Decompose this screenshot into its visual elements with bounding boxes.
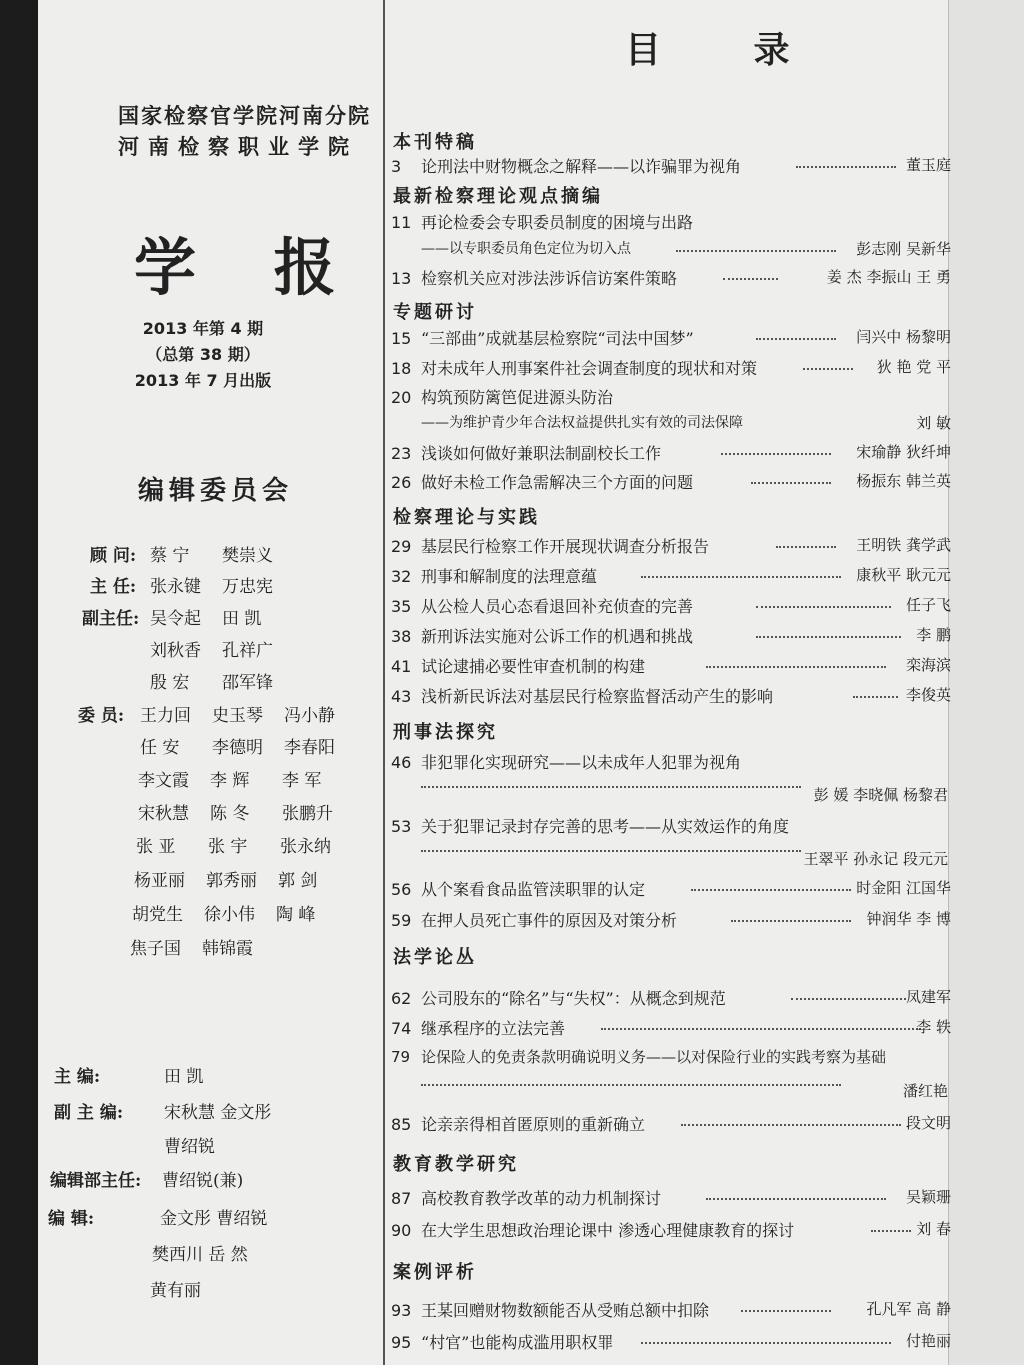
section-heading: 检察理论与实践 [393, 507, 540, 528]
section-heading: 法学论丛 [393, 947, 477, 968]
entry-page: 23 [391, 444, 412, 463]
entry-page: 15 [391, 329, 412, 348]
toc-entry[interactable] [391, 534, 951, 558]
member-name: 王力回 [140, 706, 191, 726]
subtitle-text: ——为维护青少年合法权益提供扎实有效的司法保障 [421, 415, 743, 431]
entry-page: 79 [391, 1048, 411, 1066]
member-name: 冯小静 [284, 706, 335, 726]
member-name: 胡党生 [132, 905, 183, 925]
entry-authors: 付艳丽 [905, 1332, 951, 1350]
leader-dots [721, 447, 831, 455]
editor-names: 黄有丽 [150, 1281, 201, 1301]
entry-title: 对未成年人刑事案件社会调查制度的现状和对策 [421, 359, 758, 378]
entry-title: 再论检委会专职委员制度的困境与出路 [421, 213, 694, 232]
entry-authors: 王翠平 孙永记 段元元 [803, 850, 948, 868]
entry-page: 29 [391, 537, 412, 556]
member-label: 主 任: [90, 577, 137, 597]
entry-title: 浅谈如何做好兼职法制副校长工作 [421, 444, 662, 463]
leader-dots [421, 1078, 841, 1086]
entry-authors: 时金阳 江国华 [856, 879, 951, 897]
entry-authors: 闫兴中 杨黎明 [856, 328, 951, 346]
masthead-column [38, 0, 383, 1365]
toc-entry[interactable] [391, 385, 951, 409]
entry-authors: 刘 敏 [916, 414, 951, 432]
toc-entry[interactable] [391, 564, 951, 588]
member-name: 李 军 [282, 771, 322, 791]
toc-entry[interactable] [391, 210, 951, 234]
entry-page: 85 [391, 1115, 412, 1134]
member-label: 委 员: [78, 706, 125, 726]
member-name: 蔡 宁 [150, 546, 190, 566]
leader-dots [731, 914, 851, 922]
member-name: 张鹏升 [282, 804, 333, 824]
member-name: 徐小伟 [204, 905, 255, 925]
editor-names: 曹绍锐(兼) [162, 1171, 244, 1191]
entry-authors: 潘红艳 [902, 1082, 948, 1100]
member-name: 李 辉 [210, 771, 250, 791]
member-row [132, 900, 348, 925]
editor-row [54, 1098, 271, 1123]
editor-names: 金文彤 曹绍锐 [160, 1209, 268, 1229]
member-name: 张永键 [150, 577, 201, 597]
toc-entry[interactable] [391, 326, 951, 350]
table-of-contents [385, 0, 951, 1365]
entry-page: 32 [391, 567, 412, 586]
toc-entry[interactable] [391, 154, 951, 178]
section-heading: 最新检察理论观点摘编 [393, 186, 603, 207]
entry-title: 试论逮捕必要性审查机制的构建 [421, 657, 646, 676]
member-name: 田 凯 [222, 609, 262, 629]
entry-page: 35 [391, 597, 412, 616]
leader-dots [796, 160, 896, 168]
entry-title: 公司股东的“除名”与“失权”：从概念到规范 [421, 989, 726, 1008]
entry-page: 87 [391, 1189, 412, 1208]
leader-dots [601, 1022, 921, 1030]
entry-page: 20 [391, 388, 412, 407]
member-row [138, 799, 354, 824]
member-row [134, 866, 350, 891]
member-label: 顾 问: [90, 546, 137, 566]
leader-dots [706, 1192, 886, 1200]
entry-title: 从个案看食品监管渎职罪的认定 [421, 880, 646, 899]
entry-title: 关于犯罪记录封存完善的思考——从实效运作的角度 [421, 817, 790, 836]
entry-title: 检察机关应对涉法涉诉信访案件策略 [421, 269, 678, 288]
editor-row [150, 1276, 201, 1301]
entry-authors: 吴颖珊 [905, 1188, 951, 1206]
entry-title: “三部曲”成就基层检察院“司法中国梦” [421, 329, 694, 348]
leader-dots [776, 540, 836, 548]
issue-date: 2013 年 7 月出版 [134, 371, 272, 390]
section-heading: 教育教学研究 [393, 1154, 519, 1175]
toc-entry[interactable] [391, 1298, 951, 1322]
member-name: 杨亚丽 [134, 871, 185, 891]
entry-page: 62 [391, 989, 412, 1008]
entry-page: 56 [391, 880, 412, 899]
entry-authors: 钟润华 李 博 [866, 910, 951, 928]
issue-number: 2013 年第 4 期 [142, 319, 264, 338]
section-heading: 案例评析 [393, 1262, 477, 1283]
entry-authors: 孔凡军 高 静 [866, 1300, 951, 1318]
entry-page: 38 [391, 627, 412, 646]
member-name: 万忠宪 [222, 577, 273, 597]
leader-dots [681, 1118, 901, 1126]
entry-title: 在大学生思想政治理论课中 渗透心理健康教育的探讨 [421, 1221, 795, 1240]
editor-label: 主 编: [54, 1067, 101, 1087]
entry-authors: 凤建军 [905, 988, 951, 1006]
member-name: 李春阳 [284, 738, 335, 758]
leader-dots [791, 992, 906, 1000]
toc-entry[interactable] [391, 1112, 951, 1136]
entry-title: 新刑诉法实施对公诉工作的机遇和挑战 [421, 627, 694, 646]
member-name: 史玉琴 [212, 706, 263, 726]
entry-page: 11 [391, 213, 412, 232]
entry-title: 非犯罪化实现研究——以未成年人犯罪为视角 [421, 753, 742, 772]
toc-entry[interactable] [391, 1186, 951, 1210]
member-row [150, 636, 294, 661]
member-row [150, 668, 294, 693]
entry-authors: 杨振东 韩兰英 [856, 472, 951, 490]
toc-entry[interactable] [391, 1016, 951, 1040]
member-row [130, 934, 274, 959]
member-name: 张 亚 [136, 837, 176, 857]
entry-authors: 彭志刚 吴新华 [856, 240, 951, 258]
entry-authors: 任子飞 [905, 596, 951, 614]
entry-title: 基层民行检察工作开展现状调查分析报告 [421, 537, 710, 556]
leader-dots [421, 780, 801, 788]
member-name: 李文霞 [138, 771, 189, 791]
entry-subtitle [421, 238, 951, 262]
leader-dots [676, 244, 836, 252]
leader-dots [691, 883, 851, 891]
next-page-edge [948, 0, 1024, 1365]
entry-title: 高校教育教学改革的动力机制探讨 [421, 1189, 662, 1208]
entry-title: “村官”也能构成滥用职权罪 [421, 1333, 614, 1352]
member-name: 殷 宏 [150, 673, 190, 693]
leader-dots [723, 272, 778, 280]
member-name: 张永纳 [280, 837, 331, 857]
editor-names: 宋秋慧 金文彤 [164, 1103, 272, 1123]
entry-authors: 李 鹏 [916, 626, 951, 644]
entry-authors: 董玉庭 [905, 156, 951, 174]
member-name: 张 宇 [208, 837, 248, 857]
toc-entry[interactable] [391, 750, 951, 774]
editor-row [50, 1166, 243, 1191]
entry-page: 53 [391, 817, 412, 836]
entry-authors: 李 轶 [916, 1018, 951, 1036]
entry-title: 论亲亲得相首匿原则的重新确立 [421, 1115, 646, 1134]
entry-authors: 狄 艳 党 平 [876, 358, 951, 376]
member-name: 孔祥广 [222, 641, 273, 661]
entry-authors: 宋瑜静 狄纤坤 [856, 443, 951, 461]
member-name: 宋秋慧 [138, 804, 189, 824]
entry-page: 26 [391, 473, 412, 492]
toc-entry[interactable] [391, 908, 951, 932]
toc-entry[interactable] [391, 470, 951, 494]
member-row [138, 766, 354, 791]
leader-dots [641, 1336, 891, 1344]
entry-title: 从公检人员心态看退回补充侦查的完善 [421, 597, 694, 616]
board-title: 编辑委员会 [138, 476, 294, 506]
entry-page: 46 [391, 753, 412, 772]
entry-page: 95 [391, 1333, 412, 1352]
entry-title: 浅析新民诉法对基层民行检察监督活动产生的影响 [421, 687, 774, 706]
member-row [140, 733, 356, 758]
member-name: 樊崇义 [222, 546, 273, 566]
entry-authors: 康秋平 耿元元 [856, 566, 951, 584]
leader-dots [741, 1304, 831, 1312]
toc-entry[interactable] [391, 986, 951, 1010]
entry-title: 继承程序的立法完善 [421, 1019, 566, 1038]
toc-entry[interactable] [391, 441, 951, 465]
leader-dots [751, 476, 831, 484]
leader-dots [871, 1224, 911, 1232]
member-row [82, 604, 294, 629]
toc-title: 目 录 [625, 29, 830, 71]
editor-names: 樊西川 岳 然 [152, 1245, 248, 1265]
entry-title: 王某回赠财物数额能否从受贿总额中扣除 [421, 1301, 710, 1320]
institution-name-2: 河南检察职业学院 [118, 134, 358, 159]
member-name: 陶 峰 [276, 905, 316, 925]
entry-authors: 彭 媛 李晓佩 杨黎君 [813, 786, 948, 804]
entry-page: 18 [391, 359, 412, 378]
editor-label: 编 辑: [48, 1209, 95, 1229]
editor-row [164, 1132, 215, 1157]
member-name: 任 安 [140, 738, 180, 758]
member-row [90, 541, 294, 566]
leader-dots [641, 570, 841, 578]
entry-authors: 段文明 [905, 1114, 951, 1132]
entry-page: 41 [391, 657, 412, 676]
entry-authors: 李俊英 [905, 686, 951, 704]
entry-page: 93 [391, 1301, 412, 1320]
leader-dots [706, 660, 886, 668]
editor-names: 曹绍锐 [164, 1137, 215, 1157]
leader-dots [756, 332, 836, 340]
member-name: 陈 冬 [210, 804, 250, 824]
editor-label: 编辑部主任: [50, 1171, 142, 1191]
toc-entry[interactable] [391, 266, 951, 290]
editor-row [54, 1062, 203, 1087]
editor-names: 田 凯 [164, 1067, 204, 1087]
toc-entry[interactable] [391, 814, 951, 838]
toc-entry[interactable] [391, 356, 951, 380]
leader-dots [756, 630, 901, 638]
member-row [78, 701, 356, 726]
toc-entry[interactable] [391, 1330, 951, 1354]
leader-dots [756, 600, 891, 608]
toc-entry[interactable] [391, 1046, 951, 1070]
member-name: 韩锦霞 [202, 939, 253, 959]
section-heading: 刑事法探究 [393, 722, 498, 743]
toc-entry[interactable] [391, 624, 951, 648]
member-row [136, 832, 352, 857]
member-row [90, 572, 294, 597]
entry-page: 74 [391, 1019, 412, 1038]
entry-title: 做好未检工作急需解决三个方面的问题 [421, 473, 694, 492]
entry-authors: 王明铁 龚学武 [856, 536, 951, 554]
institution-name-1: 国家检察官学院河南分院 [118, 103, 371, 128]
toc-entry[interactable] [391, 1218, 951, 1242]
member-name: 郭 剑 [278, 871, 318, 891]
leader-dots [421, 844, 801, 852]
toc-entry[interactable] [391, 684, 951, 708]
toc-entry[interactable] [391, 594, 951, 618]
journal-title: 学 报 [134, 231, 364, 304]
editor-label: 副 主 编: [54, 1103, 124, 1123]
leader-dots [803, 362, 853, 370]
member-name: 吴令起 [150, 609, 201, 629]
member-name: 邵军锋 [222, 673, 273, 693]
entry-page: 3 [391, 157, 402, 176]
member-name: 郭秀丽 [206, 871, 257, 891]
entry-authors: 姜 杰 李振山 王 勇 [826, 268, 951, 286]
entry-title: 在押人员死亡事件的原因及对策分析 [421, 911, 678, 930]
entry-page: 59 [391, 911, 412, 930]
editor-row [48, 1204, 267, 1229]
leader-dots [853, 690, 898, 698]
toc-entry[interactable] [391, 654, 951, 678]
entry-authors: 栾海滨 [905, 656, 951, 674]
entry-title: 论保险人的免责条款明确说明义务——以对保险行业的实践考察为基础 [421, 1048, 887, 1066]
section-heading: 专题研讨 [393, 302, 477, 323]
member-name: 刘秋香 [150, 641, 201, 661]
issue-total: （总第 38 期） [146, 345, 260, 364]
entry-title: 刑事和解制度的法理意蕴 [421, 567, 598, 586]
entry-title: 论刑法中财物概念之解释——以诈骗罪为视角 [421, 157, 742, 176]
member-label: 副主任: [82, 609, 140, 629]
entry-page: 13 [391, 269, 412, 288]
member-name: 焦子国 [130, 939, 181, 959]
editor-row [152, 1240, 248, 1265]
toc-entry[interactable] [391, 877, 951, 901]
entry-page: 90 [391, 1221, 412, 1240]
entry-title: 构筑预防篱笆促进源头防治 [421, 388, 614, 407]
entry-authors: 刘 春 [916, 1220, 951, 1238]
section-heading: 本刊特稿 [393, 132, 477, 153]
entry-subtitle [421, 412, 951, 436]
subtitle-text: ——以专职委员角色定位为切入点 [421, 241, 631, 257]
member-name: 李德明 [212, 738, 263, 758]
entry-page: 43 [391, 687, 412, 706]
